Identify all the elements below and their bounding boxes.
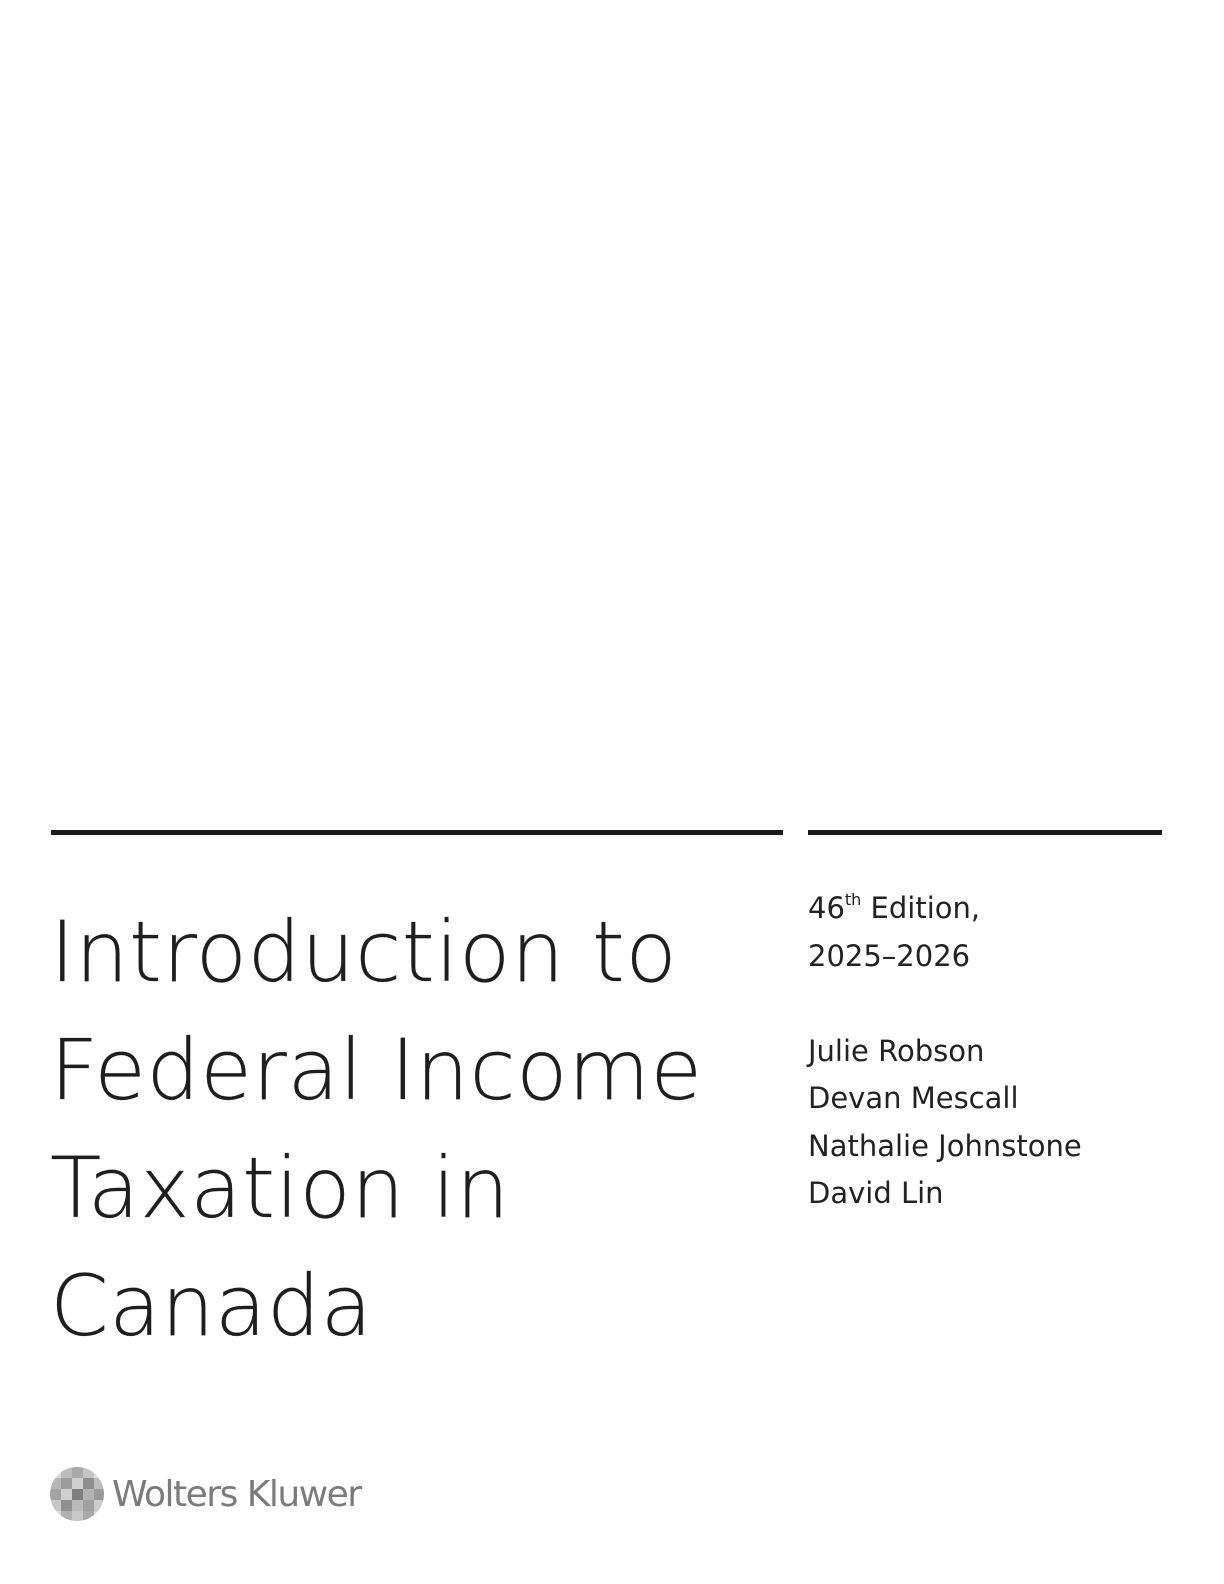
edition-number: 46 bbox=[808, 891, 845, 925]
edition-info bbox=[808, 885, 1188, 980]
pixelated-sphere-logo-icon bbox=[50, 1467, 104, 1521]
edition-divider-rule bbox=[808, 830, 1162, 835]
edition-suffix: th bbox=[844, 890, 862, 909]
author-list bbox=[808, 1028, 1188, 1218]
edition-years: 2025–2026 bbox=[808, 938, 971, 973]
book-title-line-4: Canada bbox=[50, 1257, 373, 1355]
edition-line bbox=[808, 885, 1188, 933]
publisher-name: Wolters Kluwer bbox=[112, 1473, 361, 1515]
book-title-line-2: Federal Income bbox=[50, 1021, 703, 1119]
publisher-logo bbox=[50, 1467, 361, 1521]
author-name: Nathalie Johnstone bbox=[808, 1128, 1082, 1163]
book-title-line-1: Introduction to bbox=[50, 903, 678, 1001]
book-meta bbox=[808, 885, 1188, 1218]
book-title bbox=[50, 893, 790, 1365]
title-divider-rule bbox=[51, 830, 783, 835]
author-name: Julie Robson bbox=[808, 1033, 985, 1068]
book-title-line-3: Taxation in bbox=[50, 1139, 510, 1237]
author-name: David Lin bbox=[808, 1176, 944, 1210]
author-name: Devan Mescall bbox=[808, 1081, 1019, 1115]
edition-label: Edition, bbox=[861, 891, 981, 925]
